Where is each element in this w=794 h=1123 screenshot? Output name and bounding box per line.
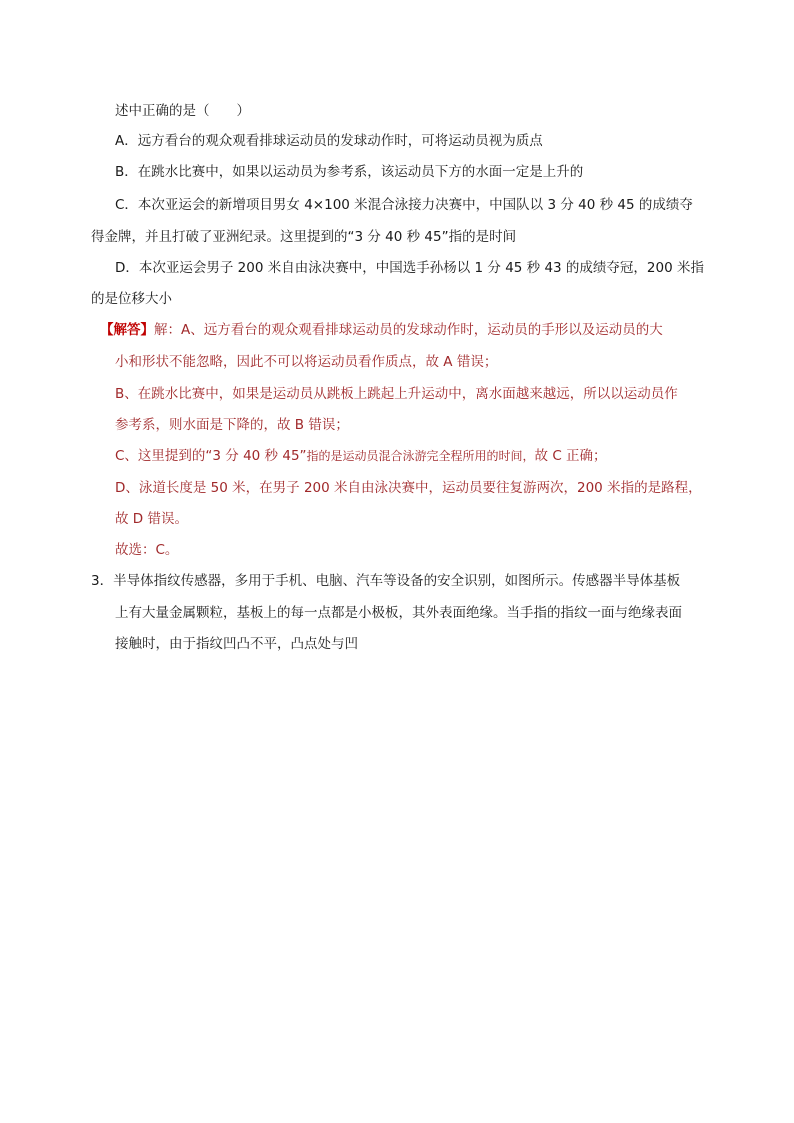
question-stem-tail: 述中正确的是（ ）: [115, 103, 250, 119]
solution-line1-text: 解：A、远方看台的观众观看排球运动员的发球动作时，运动员的手形以及运动员的大: [154, 322, 663, 338]
option-a: A．远方看台的观众观看排球运动员的发球动作时，可将运动员视为质点: [115, 133, 543, 149]
option-d-line2: 的是位移大小: [91, 291, 172, 307]
solution-line8: 故选：C。: [115, 542, 179, 558]
option-c-line1: C．本次亚运会的新增项目男女 4×100 米混合泳接力决赛中，中国队以 3 分 40 秒 45 的成绩夺: [115, 197, 693, 213]
option-b: B．在跳水比赛中，如果以运动员为参考系，该运动员下方的水面一定是上升的: [115, 164, 584, 180]
option-c-line2: 得金牌，并且打破了亚洲纪录。这里提到的“3 分 40 秒 45”指的是时间: [91, 229, 517, 245]
solution-line5-c: 故 C 正确；: [534, 448, 607, 464]
question3-line2: 上有大量金属颗粒，基板上的每一点都是小极板，其外表面绝缘。当手指的指纹一面与绝缘表面: [115, 605, 682, 621]
solution-line5: [115, 446, 607, 466]
solution-line4: 参考系，则水面是下降的，故 B 错误；: [115, 417, 349, 433]
option-d-line1: D．本次亚运会男子 200 米自由泳决赛中，中国选手孙杨以 1 分 45 秒 43 的成绩夺冠，200 米指: [115, 260, 704, 276]
solution-line3: B、在跳水比赛中，如果是运动员从跳板上跳起上升运动中，离水面越来越远，所以以运动员作: [115, 386, 678, 402]
solution-tag: 【解答】: [100, 322, 154, 338]
solution-line6: D、泳道长度是 50 米，在男子 200 米自由泳决赛中，运动员要往复游两次，200 米指的是路程，: [115, 480, 702, 496]
solution-line5-b: 指的是运动员混合泳游完全程所用的时间，: [306, 449, 535, 463]
question3-line1: 3．半导体指纹传感器，多用于手机、电脑、汽车等设备的安全识别，如图所示。传感器半导体基板: [91, 573, 681, 589]
question3-line3: 接触时，由于指纹凹凸不平，凸点处与凹: [115, 636, 358, 652]
solution-line1: [100, 320, 663, 340]
solution-line5-a: C、这里提到的“3 分 40 秒 45”: [115, 448, 307, 464]
solution-line7: 故 D 错误。: [115, 511, 188, 527]
solution-line2: 小和形状不能忽略，因此不可以将运动员看作质点，故 A 错误；: [115, 354, 498, 370]
